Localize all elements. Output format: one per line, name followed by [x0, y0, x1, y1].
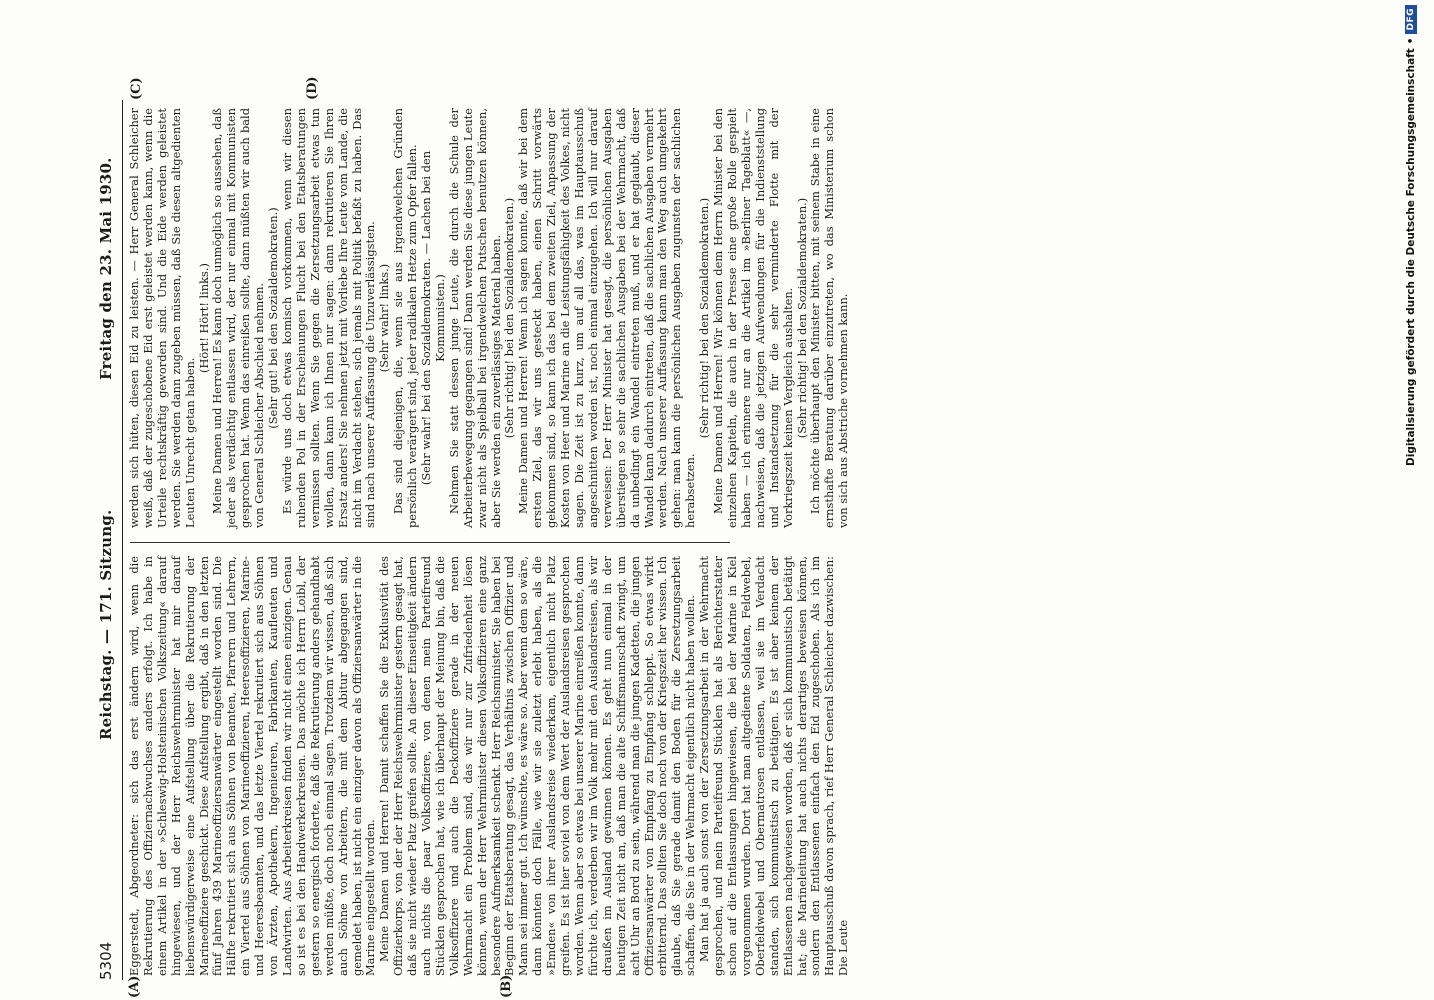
paragraph: Meine Damen und Herren! Wenn ich sagen konnte, daß wir bei dem ersten Ziel, das wir uns gesteckt haben, einen Schritt vorwärts gekommen sind, so kann ich das bei dem zweiten Ziel, Anpassung der Kosten von Heer und Marine an die Leistungsfähigkeit des Volkes, nicht sagen. Die Zeit ist zu kurz, um auf all das, was im Hauptausschuß angeschnitten worden ist, noch einmal einzugehen. Ich will nur darauf verweisen: Der Herr Minister hat gesagt, die persönlichen Ausgaben überstiegen so sehr die sachlichen Ausgaben bei der Wehrmacht, daß da unbedingt ein Wandel eintreten muß, und er hat geglaubt, dieser Wandel kann dadurch eintreten, daß die sachlichen Ausgaben vermehrt werden. Nach unserer Auffassung kann man den Weg auch umgekehrt gehen: man kann die persönlichen Ausgaben zugunsten der sachlichen herabsetzen.	[516, 108, 698, 528]
interjection: (Hört! Hört! links.)	[196, 263, 211, 373]
paragraph: Nehmen Sie statt dessen junge Leute, die durch die Schule der Arbeiterbewegung gegangen sind! Dann werden Sie diese jungen Leute zwar nicht als Spielball bei irgendwelchen Putschen benutzen können, aber Sie werden ein zuverlässiges Material haben.	[446, 108, 503, 528]
interjection: (Sehr richtig! bei den Sozialdemokraten.)	[794, 197, 809, 439]
column-divider	[130, 542, 730, 543]
digitization-credit: Digitalisierung gefördert durch die Deutsche Forschungsgemeinschaft • DFG	[1400, 5, 1422, 995]
paragraph: Eggerstedt, Abgeordneter: sich das erst ändern wird, wenn die Rekrutierung des Offiziernachwuchses anders erfolgt. Ich habe in einem Artikel in der »Schleswig-Holsteinischen Volkszeitung« darauf hingewiesen, und der Herr Reichswehrminister hat mir darauf liebenswürdigerweise eine Aufstellung über die Rekrutierung der Marineoffiziere geschickt. Diese Aufstellung ergibt, daß in den letzten fünf Jahren 439 Marineoffiziersanwärter eingestellt worden sind. Die Hälfte rekrutiert sich aus Söhnen von Beamten, Pfarrern und Lehrern, ein Viertel aus Söhnen von Marineoffizieren, Heeresoffizieren, Marine- und Heeresbeamten, und das letzte Viertel rekrutiert sich aus Söhnen von Ärzten, Apothekern, Ingenieuren, Fabrikanten, Kaufleuten und Landwirten. Aus Arbeiterkreisen finden wir nicht einen einzigen. Genau so ist es bei den Handwerkerkreisen. Das möchte ich Herrn Loibl, der gestern so energisch forderte, daß die Rekrutierung anders gehandhabt werden müßte, doch noch einmal sagen. Trotzdem wir wissen, daß sich auch Söhne von Arbeitern, die mit dem Abitur abgegangen sind, gemeldet haben, ist nicht ein einziger davon als Offiziersanwärter in die Marine eingestellt worden.	[127, 556, 378, 976]
right-column	[128, 108, 851, 528]
paragraph: Meine Damen und Herren! Es kann doch unmöglich so aussehen, daß jeder als verdächtig entlassen wird, der nur einmal mit Kommunisten gesprochen hat. Wenn das einreißen sollte, dann müßten wir auch bald von General Schleicher Abschied nehmen.	[210, 108, 267, 528]
paragraph: Man hat ja auch sonst von der Zersetzungsarbeit in der Wehrmacht gesprochen, und mein Parteifreund Stücklen hat als Berichterstatter schon auf die Entlassungen hingewiesen, die bei der Marine in Kiel vorgenommen wurden. Dort hat man altgediente Soldaten, Feldwebel, Oberfeldwebel und Obermatrosen entlassen, weil sie im Verdacht standen, sich kommunistisch zu betätigen. Es ist aber keinem der Entlassenen nachgewiesen worden, daß er sich kommunistisch betätigt hat; die Marineleitung hat auch nichts derartiges beweisen können, sondern den Entlassenen einfach den Eid zugeschoben. Als ich im Hauptausschuß davon sprach, rief Herr General Schleicher dazwischen: Die Leute	[697, 556, 851, 976]
rotated-document-page	[97, 76, 851, 998]
running-head-left: Reichstag. — 171. Sitzung.	[97, 509, 115, 740]
paragraph: Das sind diejenigen, die, wenn sie aus irgendwelchen Gründen persönlich verärgert sind, jeder radikalen Hetze zum Opfer fallen.	[391, 108, 420, 528]
paragraph: Es würde uns doch etwas komisch vorkommen, wenn wir diesen ruhenden Pol in der Erscheinungen Flucht bei den Etatsberatungen vermissen sollten. Wenn Sie gegen die Zersetzungsarbeit etwas tun wollen, dann kann ich Ihnen nur sagen: dann rekrutieren Sie Ihren Ersatz anders! Sie nehmen jetzt mit Vorliebe Ihre Leute vom Lande, die nicht im Verdacht stehen, sich jemals mit Politik befaßt zu haben. Das sind nach unserer Auffassung die Unzuverlässigsten.	[279, 108, 378, 528]
paragraph: Meine Damen und Herren! Damit schaffen Sie die Exklusivität des Offizierkorps, von der der Herr Reichswehrminister gestern gesagt hat, daß sie nicht wieder Platz greifen sollte. An dieser Einseitigkeit ändern auch nichts die paar Volksoffiziere, von denen mein Parteifreund Stücklen gesprochen hat, wie ich überhaupt der Meinung bin, daß die Volksoffiziere und auch die Deckoffiziere gerade in der neuen Wehrmacht ein Problem sind, das wir nur zur Zufriedenheit lösen können, wenn der Herr Wehrminister diesen Volksoffizieren eine ganz besondere Aufmerksamkeit schenkt. Herr Reichsminister, Sie haben bei Beginn der Etatsberatung gesagt, das Verhältnis zwischen Offizier und Mann sei immer gut. Ich wünschte, es wäre so. Aber wenn dem so wäre, dann könnten doch Fälle, wie wir sie zuletzt erlebt haben, als die »Emden« von ihrer Auslandsreise wiederkam, eigentlich nicht Platz greifen. Es ist hier soviel von dem Wert der Auslandsreisen gesprochen worden. Wenn aber so etwas bei unserer Marine einreißen konnte, dann fürchte ich, verderben wir im Volk mehr mit den Auslandsreisen, als wir draußen im Ausland gewinnen können. Es geht nun einmal in der heutigen Zeit nicht an, daß man die alte Schiffsmannschaft zwingt, um acht Uhr an Bord zu sein, während man die jungen Kadetten, die jungen Offiziersanwärter von Empfang zu Empfang schleppt. So etwas wirkt erbitternd. Das sollten Sie doch noch von der Kriegszeit her wissen. Ich glaube, daß Sie gerade damit den Boden für die Zersetzungsarbeit schaffen, die Sie in der Wehrmacht eigentlich nicht haben wollen.	[377, 555, 698, 976]
header-rule	[122, 100, 123, 980]
margin-marker-b: (B)	[499, 974, 514, 998]
left-column	[128, 556, 851, 976]
interjection: (Sehr wahr! bei den Sozialdemokraten. — Lachen bei den Kommunisten.)	[419, 150, 447, 486]
dfg-logo: DFG	[1405, 5, 1417, 34]
margin-marker-a: (A)	[127, 975, 142, 998]
running-head-right: Freitag den 23. Mai 1930.	[97, 157, 115, 380]
credit-text: Digitalisierung gefördert durch die Deutsche Forschungsgemeinschaft	[1405, 48, 1417, 466]
paragraph: Ich möchte überhaupt den Minister bitten, mit seinem Stabe in eine ernsthafte Beratung darüber einzutreten, wo das Ministerium schon von sich aus Abstriche vornehmen kann.	[808, 108, 851, 528]
paragraph: Meine Damen und Herren! Wir können dem Herrn Minister bei den einzelnen Kapiteln, die auch in der Presse eine große Rolle gespielt haben — ich erinnere nur an die Artikel im »Berliner Tageblatt« —, nachweisen, daß die jetzigen Aufwendungen für die Indienststellung und Instandsetzung für die sehr verminderte Flotte mit der Vorkriegszeit keinen Vergleich aushalten.	[711, 108, 795, 528]
margin-marker-c: (C)	[129, 77, 144, 100]
interjection: (Sehr wahr! links.)	[377, 263, 392, 373]
margin-marker-d: (D)	[305, 76, 320, 100]
page-number: 5304	[97, 941, 115, 980]
paragraph: werden sich hüten, diesen Eid zu leisten. — Herr General Schleicher weiß, daß der zugeschobene Eid erst geleistet werden kann, wenn die Urteile rechtskräftig geworden sind. Und die Eide werden geleistet werden. Sie werden dann zugeben müssen, daß Sie diesen altgedienten Leuten Unrecht getan haben.	[127, 108, 197, 528]
interjection: (Sehr richtig! bei den Sozialdemokraten.)	[502, 197, 517, 439]
interjection: (Sehr richtig! bei den Sozialdemokraten.)	[697, 197, 712, 439]
running-head	[97, 100, 122, 980]
interjection: (Sehr gut! bei den Sozialdemokraten.)	[266, 207, 281, 429]
